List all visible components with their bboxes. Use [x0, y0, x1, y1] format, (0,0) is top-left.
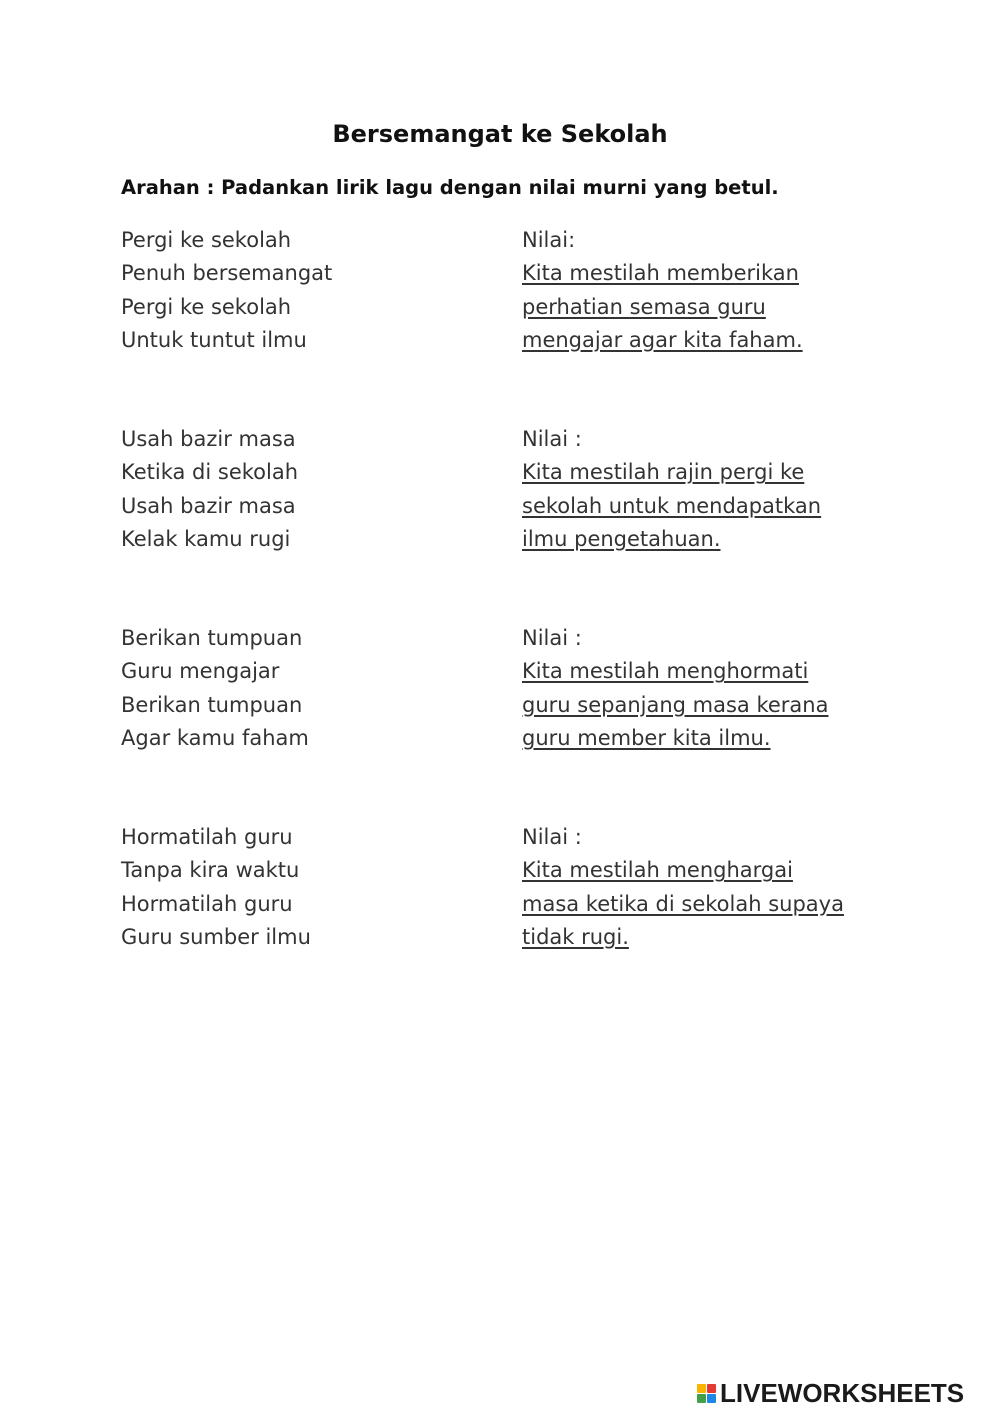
- value-answer-line[interactable]: sekolah untuk mendapatkan: [522, 493, 822, 518]
- value-answer-line[interactable]: guru sepanjang masa kerana: [522, 692, 829, 717]
- value-answer-line[interactable]: mengajar agar kita faham.: [522, 327, 803, 352]
- lyric-line: Berikan tumpuan: [121, 692, 303, 717]
- lyric-line: Pergi ke sekolah: [121, 228, 292, 252]
- lyric-line: Guru mengajar: [121, 659, 280, 684]
- lyric-line: Untuk tuntut ilmu: [121, 327, 307, 352]
- lyrics-block: [121, 423, 298, 556]
- liveworksheets-logo-icon: [697, 1384, 716, 1403]
- lyric-line: Hormatilah guru: [121, 825, 293, 849]
- lyric-line: Usah bazir masa: [121, 427, 296, 451]
- value-label: Nilai:: [522, 228, 576, 252]
- lyric-line: Usah bazir masa: [121, 493, 296, 518]
- lyric-line: Penuh bersemangat: [121, 261, 333, 286]
- lyric-line: Pergi ke sekolah: [121, 294, 292, 319]
- value-answer-line[interactable]: Kita mestilah rajin pergi ke: [522, 460, 805, 485]
- page-title: Bersemangat ke Sekolah: [332, 120, 668, 148]
- stanza-2: [0, 423, 1000, 563]
- stanza-3: [0, 622, 1000, 762]
- value-answer-line[interactable]: Kita mestilah menghargai: [522, 858, 793, 883]
- value-label: Nilai :: [522, 427, 582, 451]
- lyric-line: Hormatilah guru: [121, 891, 293, 916]
- value-answer-line[interactable]: Kita mestilah memberikan: [522, 261, 799, 286]
- stanza-4: [0, 821, 1000, 961]
- value-label: Nilai :: [522, 626, 582, 650]
- value-answer-line[interactable]: Kita mestilah menghormati: [522, 659, 809, 684]
- lyric-line: Berikan tumpuan: [121, 626, 303, 650]
- lyric-line: Ketika di sekolah: [121, 460, 299, 485]
- stanza-1: [0, 224, 1000, 364]
- value-answer-line[interactable]: tidak rugi.: [522, 924, 629, 949]
- lyrics-block: [121, 622, 309, 755]
- lyric-line: Agar kamu faham: [121, 725, 309, 750]
- value-answer-line[interactable]: masa ketika di sekolah supaya: [522, 891, 844, 916]
- logo-square: [707, 1394, 716, 1403]
- logo-square: [697, 1394, 706, 1403]
- lyrics-block: [121, 821, 311, 954]
- value-answer-line[interactable]: guru member kita ilmu.: [522, 725, 771, 750]
- instruction-text: Arahan : Padankan lirik lagu dengan nilai murni yang betul.: [121, 176, 779, 199]
- lyrics-block: [121, 224, 332, 357]
- liveworksheets-brand[interactable]: [697, 1378, 964, 1408]
- value-block: [522, 224, 803, 357]
- value-answer-line[interactable]: ilmu pengetahuan.: [522, 526, 721, 551]
- value-block: [522, 423, 821, 556]
- value-block: [522, 821, 844, 954]
- brand-text: LIVEWORKSHEETS: [720, 1377, 965, 1408]
- logo-square: [697, 1384, 706, 1393]
- lyric-line: Guru sumber ilmu: [121, 924, 311, 949]
- value-block: [522, 622, 828, 755]
- value-answer-line[interactable]: perhatian semasa guru: [522, 294, 766, 319]
- lyric-line: Kelak kamu rugi: [121, 526, 291, 551]
- logo-square: [707, 1384, 716, 1393]
- value-label: Nilai :: [522, 825, 582, 849]
- lyric-line: Tanpa kira waktu: [121, 858, 300, 883]
